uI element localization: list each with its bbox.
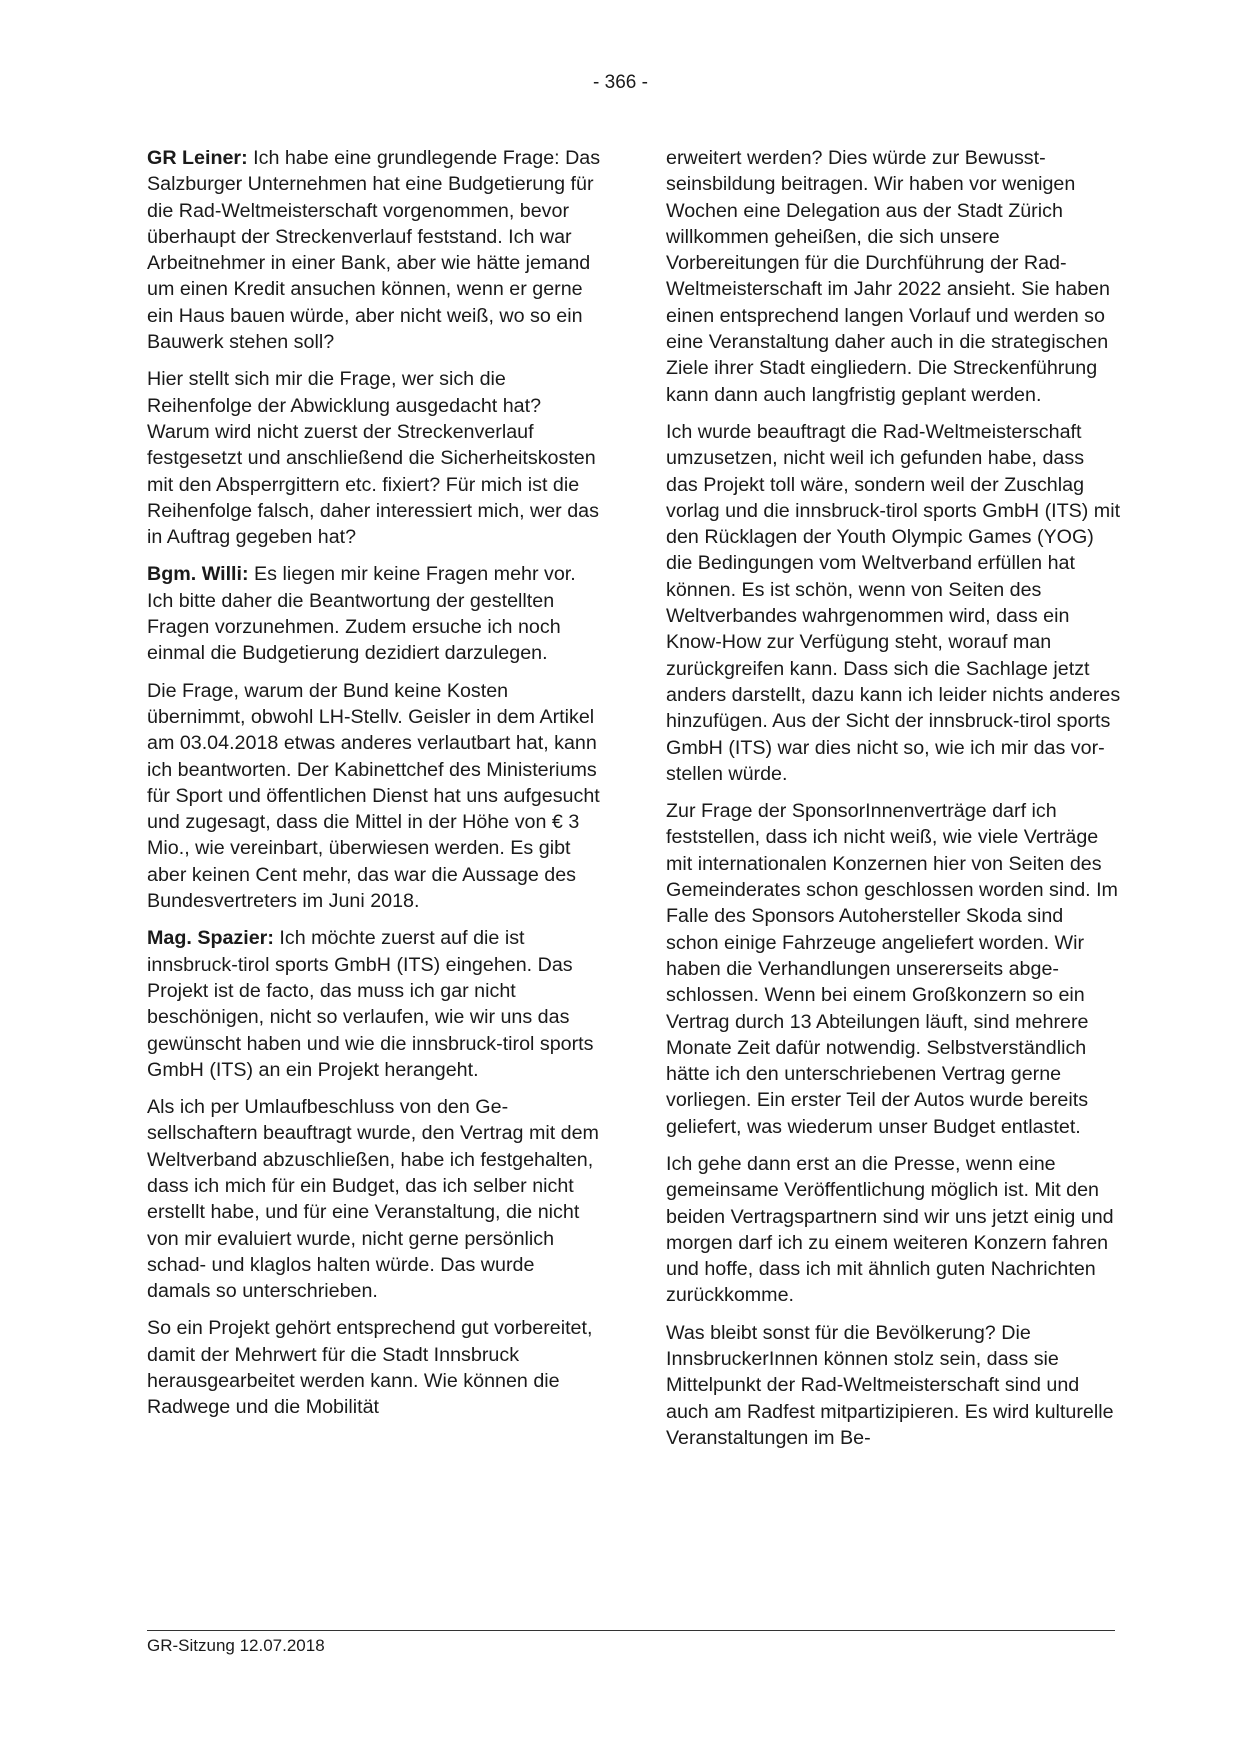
paragraph-text: Hier stellt sich mir die Frage, wer sich die Reihenfolge der Abwicklung ausgedacht hat? Warum wird nicht zuerst der Streckenverlauf festgesetzt und anschließend die Sicherheitskosten mit den Absperrgittern etc. fixiert? Für mich ist die Reihenfolge falsch, daher interessiert mich, wer das in Auftrag gegeben hat? [147, 368, 599, 549]
paragraph-text: Was bleibt sonst für die Bevölkerung? Die InnsbruckerInnen können stolz sein, dass sie Mittelpunkt der Rad-Weltmeisterschaft sind und auch am Radfest mitpartizipieren. Es wird kulturelle Veranstaltungen im Be- [666, 1321, 1114, 1449]
paragraph [147, 1315, 602, 1420]
left-column [147, 145, 602, 1432]
speaker-label: GR Leiner: [147, 147, 248, 169]
footer-divider [147, 1630, 1115, 1631]
paragraph [666, 798, 1121, 1140]
paragraph [147, 925, 602, 1083]
paragraph [147, 678, 602, 915]
paragraph [147, 366, 602, 550]
paragraph [666, 145, 1121, 408]
footer-text: GR-Sitzung 12.07.2018 [147, 1636, 325, 1655]
paragraph [147, 1094, 602, 1304]
right-column [666, 145, 1121, 1462]
paragraph-text: erweitert werden? Dies würde zur Bewusstseinsbildung beitragen. Wir haben vor wenigen Wochen eine Delegation aus der Stadt Zürich willkommen geheißen, die sich unsere Vorbereitungen für die Durchführung der Rad-Weltmeisterschaft im Jahr 2022 ansieht. Sie haben einen entsprechend langen Vorlauf und werden so eine Veranstaltung daher auch in die strategischen Ziele ihrer Stadt eingliedern. Die Streckenführung kann dann auch langfristig geplant werden. [666, 147, 1110, 406]
speaker-label: Mag. Spazier: [147, 927, 274, 950]
paragraph [666, 1320, 1121, 1451]
paragraph [666, 1151, 1121, 1309]
paragraph-text: Als ich per Umlaufbeschluss von den Gesellschaftern beauftragt wurde, den Vertrag mit dem Weltverband abzuschließen, habe ich festgehalten, dass ich mich für ein Budget, das ich selber nicht erstellt habe, und für eine Veranstaltung, die nicht von mir evaluiert wurde, nicht gerne persönlich schad- und klaglos halten würde. Das wurde damals so unterschrieben. [147, 1096, 599, 1303]
paragraph-text: Zur Frage der SponsorInnenverträge darf ich feststellen, dass ich nicht weiß, wie viele Verträge mit internationalen Konzernen hier von Seiten des Gemeinderates schon geschlossen worden sind. Im Falle des Sponsors Autohersteller Skoda sind schon einige Fahrzeuge angeliefert worden. Wir haben die Verhandlungen unsererseits abgeschlossen. Wenn bei einem Großkonzern so ein Vertrag durch 13 Abteilungen läuft, sind mehrere Monate Zeit dafür notwendig. Selbstverständlich hätte ich den unterschriebenen Vertrag gerne vorliegen. Ein erster Teil der Autos wurde bereits geliefert, was wiederum unser Budget entlastet. [666, 800, 1118, 1138]
paragraph [147, 561, 602, 666]
speaker-label: Bgm. Willi: [147, 563, 249, 586]
paragraph [147, 145, 602, 355]
paragraph [666, 419, 1121, 787]
paragraph-text: Die Frage, warum der Bund keine Kosten übernimmt, obwohl LH-Stellv. Geisler in dem Artikel am 03.04.2018 etwas anderes verlautbart hat, kann ich beantworten. Der Kabinettchef des Ministeriums für Sport und öffentlichen Dienst hat uns aufgesucht und zugesagt, dass die Mittel in der Höhe von € 3 Mio., wie vereinbart, überwiesen werden. Es gibt aber keinen Cent mehr, das war die Aussage des Bundesvertreters im Juni 2018. [147, 679, 600, 913]
paragraph-text: Ich wurde beauftragt die Rad-Weltmeisterschaft umzusetzen, nicht weil ich gefunden habe, dass das Projekt toll wäre, sondern weil der Zuschlag vorlag und die innsbruck-tirol sports GmbH (ITS) mit den Rücklagen der Youth Olympic Games (YOG) die Bedingungen vom Weltverband erfüllen hat können. Es ist schön, wenn von Seiten des Weltverbandes wahrgenommen wird, dass ein Know-How zur Verfügung steht, worauf man zurückgreifen kann. Dass sich die Sachlage jetzt anders darstellt, dazu kann ich leider nichts anderes hinzufügen. Aus der Sicht der innsbruck-tirol sports GmbH (ITS) war dies nicht so, wie ich mir das vorstellen würde. [666, 420, 1121, 785]
paragraph-text: Ich gehe dann erst an die Presse, wenn eine gemeinsame Veröffentlichung möglich ist. Mit den beiden Vertragspartnern sind wir uns jetzt einig und morgen darf ich zu einem weiteren Konzern fahren und hoffe, dass ich mit ähnlich guten Nachrichten zurückkomme. [666, 1152, 1114, 1307]
paragraph-text: Ich habe eine grundlegende Frage: Das Salzburger Unternehmen hat eine Budgetierung für die Rad-Weltmeisterschaft vorgenommen, bevor überhaupt der Streckenverlauf feststand. Ich war Arbeitnehmer in einer Bank, aber wie hätte jemand um einen Kredit ansuchen können, wenn er gerne ein Haus bauen würde, aber nicht weiß, wo so ein Bauwerk stehen soll? [147, 147, 601, 354]
paragraph-text: Es liegen mir keine Fragen mehr vor. Ich bitte daher die Beantwortung der gestellten Fragen vorzunehmen. Zudem ersuche ich noch einmal die Budgetierung dezidiert darzulegen. [147, 563, 576, 665]
paragraph-text: Ich möchte zuerst auf die ist innsbruck-tirol sports GmbH (ITS) eingehen. Das Projekt ist de facto, das muss ich gar nicht beschönigen, nicht so verlaufen, wie wir uns das gewünscht haben und wie die innsbruck-tirol sports GmbH (ITS) an ein Projekt herangeht. [147, 927, 594, 1081]
page-number: - 366 - [593, 72, 648, 93]
paragraph-text: So ein Projekt gehört entsprechend gut vorbereitet, damit der Mehrwert für die Stadt Innsbruck herausgearbeitet werden kann. Wie können die Radwege und die Mobilität [147, 1317, 593, 1419]
